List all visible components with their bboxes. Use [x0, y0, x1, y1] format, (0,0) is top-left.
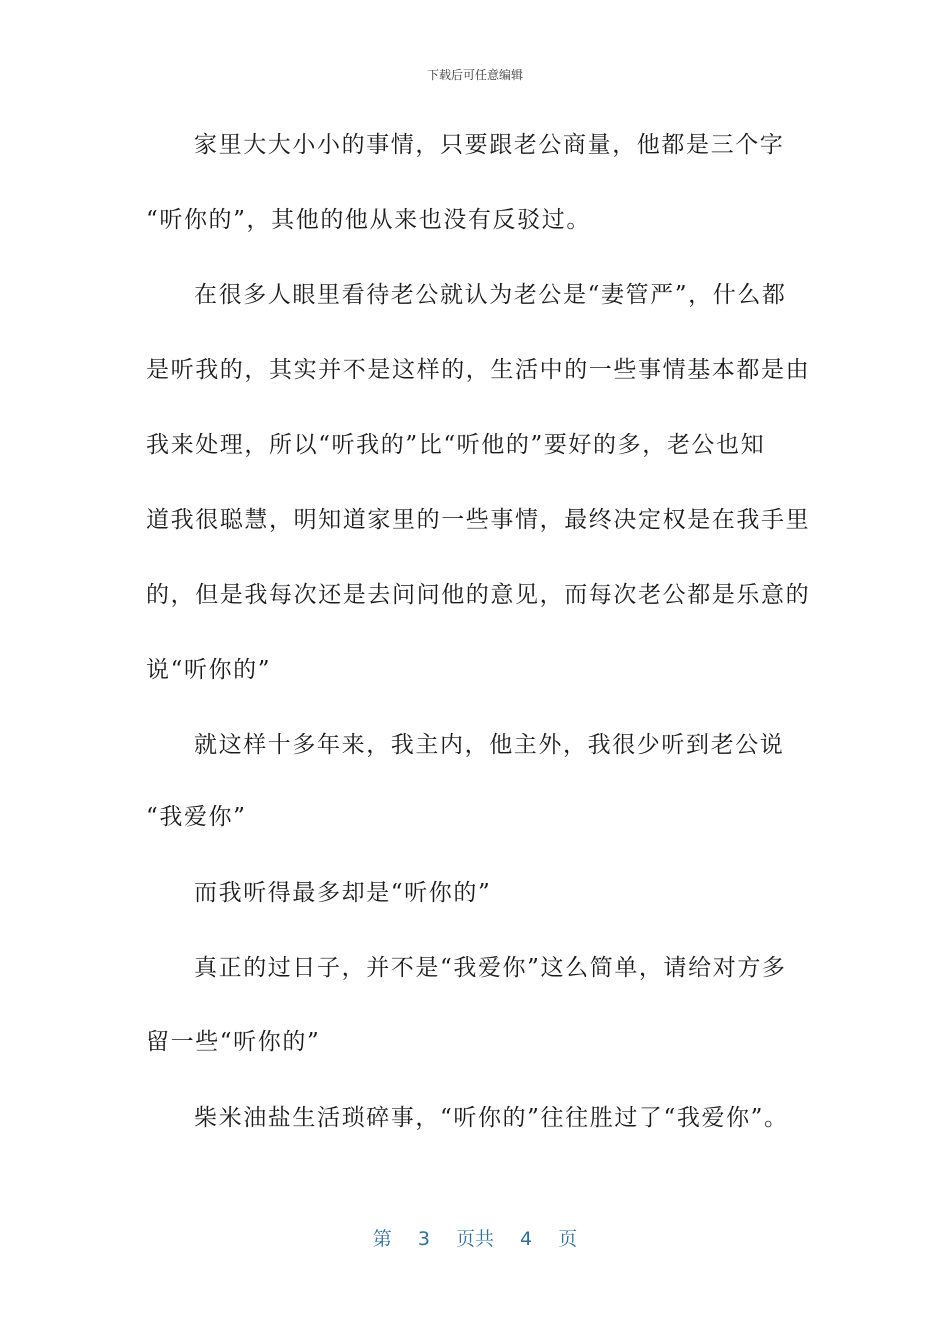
text-line: 的，但是我每次还是去问问他的意见，而每次老公都是乐意的: [146, 582, 811, 608]
page-header-note: 下载后可任意编辑: [426, 68, 523, 82]
text-line: 柴米油盐生活琐碎事，“听你的”往往胜过了“我爱你”。: [194, 1105, 789, 1131]
text-line: 留一些“听你的”: [146, 1029, 321, 1055]
text-line: 就这样十多年来，我主内，他主外，我很少听到老公说: [194, 732, 785, 758]
footer-total-pages: 4: [520, 1228, 533, 1250]
text-line: 真正的过日子，并不是“我爱你”这么简单，请给对方多: [194, 955, 787, 981]
text-line: 而我听得最多却是“听你的”: [194, 880, 492, 906]
text-line: 说“听你的”: [146, 657, 272, 683]
text-line: “我爱你”: [146, 804, 247, 830]
footer-suffix: 页: [558, 1228, 578, 1250]
page-footer: [0, 1224, 950, 1251]
text-line: 道我很聪慧，明知道家里的一些事情，最终决定权是在我手里: [146, 507, 811, 533]
footer-prefix: 第: [372, 1228, 392, 1250]
text-line: 家里大大小小的事情，只要跟老公商量，他都是三个字: [194, 132, 785, 158]
footer-middle: 页共: [455, 1228, 494, 1250]
text-line: 在很多人眼里看待老公就认为老公是“妻管严”，什么都: [194, 282, 787, 308]
footer-current-page: 3: [417, 1228, 430, 1250]
text-line: 我来处理，所以“听我的”比“听他的”要好的多，老公也知: [146, 432, 766, 458]
text-line: 是听我的，其实并不是这样的，生活中的一些事情基本都是由: [146, 357, 811, 383]
text-line: “听你的”，其他的他从来也没有反驳过。: [146, 207, 591, 233]
